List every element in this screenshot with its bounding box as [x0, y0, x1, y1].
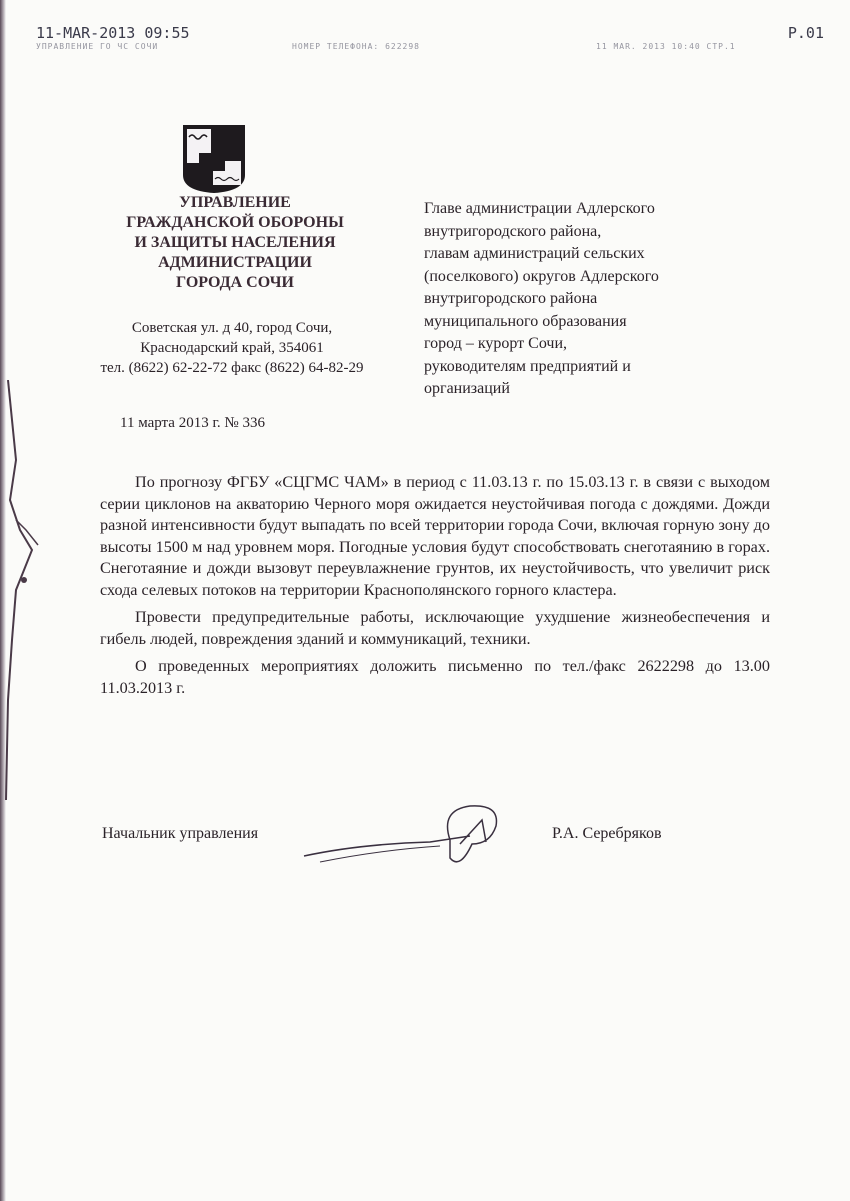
signatory-title: Начальник управления: [102, 825, 259, 842]
fax-phone-line: НОМЕР ТЕЛЕФОНА: 622298: [292, 42, 420, 51]
signatory-name: Р.А. Серебряков: [552, 825, 662, 842]
recipient-line: главам администраций сельских: [424, 245, 645, 262]
address-line: Советская ул. д 40, город Сочи,: [131, 320, 333, 336]
org-line: АДМИНИСТРАЦИИ: [158, 254, 312, 271]
recipient-line: внутригородского района: [424, 290, 598, 307]
address-line: Краснодарский край, 354061: [140, 340, 324, 356]
address-line: тел. (8622) 62-22-72 факс (8622) 64-82-29: [100, 360, 364, 376]
handwritten-signature: [300, 800, 520, 870]
document-date-number: 11 марта 2013 г. № 336: [120, 415, 265, 431]
org-line: ГРАЖДАНСКОЙ ОБОРОНЫ: [126, 214, 344, 231]
recipient-line: Главе администрации Адлерского: [424, 200, 655, 217]
recipient-line: внутригородского района,: [424, 222, 602, 240]
organization-address: [62, 318, 402, 378]
fax-timestamp: 11-MAR-2013 09:55: [36, 24, 190, 42]
fax-sender-line: УПРАВЛЕНИЕ ГО ЧС СОЧИ: [36, 42, 159, 51]
scan-artifact: [2, 380, 42, 800]
recipient-line: (поселкового) округов Адлерского: [424, 267, 659, 285]
org-line: ГОРОДА СОЧИ: [176, 274, 294, 291]
recipient-line: руководителям предприятий и: [424, 357, 631, 375]
body-paragraph: О проведенных мероприятиях доложить письменно по тел./факс 2622298 до 13.00 11.03.2013 г.: [100, 657, 770, 697]
letter-body: [100, 472, 770, 699]
sochi-coat-of-arms-icon: [181, 123, 247, 195]
fax-page-number: P.01: [787, 24, 824, 42]
recipient-line: организаций: [424, 380, 510, 397]
recipient-line: муниципального образования: [424, 312, 627, 330]
recipients-block: [424, 198, 784, 401]
organization-name: [70, 193, 400, 293]
org-line: И ЗАЩИТЫ НАСЕЛЕНИЯ: [134, 234, 336, 251]
body-paragraph: По прогнозу ФГБУ «СЦГМС ЧАМ» в период с 11.03.13 г. по 15.03.13 г. в связи с выходом серии циклонов на акваторию Черного моря ожидается неустойчивая погода с дождями. Дожди разной интенсивности будут выпадать по всей территории города Сочи, включая горную зону до высоты 1500 м над уровнем моря. Погодные условия будут способствовать снеготаянию в горах. Снеготаяние и дожди вызовут переувлажнение грунтов, их неустойчивость, что увеличит риск схода селевых потоков на территории Краснополянского горного кластера.: [100, 473, 770, 599]
fax-header: [36, 24, 826, 54]
fax-received-line: 11 MAR. 2013 10:40 СТР.1: [596, 42, 736, 51]
org-line: УПРАВЛЕНИЕ: [179, 194, 291, 211]
recipient-line: город – курорт Сочи,: [424, 335, 568, 352]
body-paragraph: Провести предупредительные работы, исключающие ухудшение жизнеобеспечения и гибель людей, повреждения зданий и коммуникаций, техники.: [100, 608, 770, 648]
